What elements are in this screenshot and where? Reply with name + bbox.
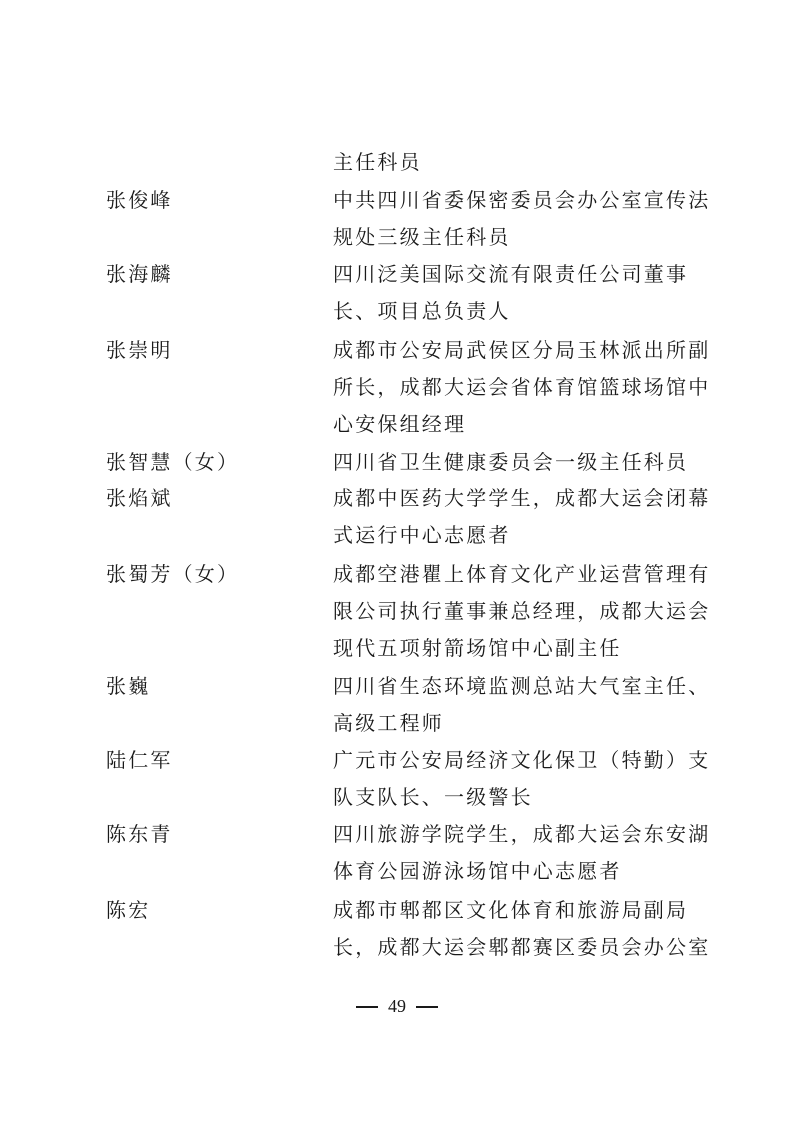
right-dash: [416, 1006, 438, 1008]
person-name: 张蜀芳（女）: [106, 562, 240, 586]
person-title-line: 四川省卫生健康委员会一级主任科员: [333, 450, 689, 474]
person-name: 陆仁军: [106, 748, 173, 772]
person-title-line: 体育公园游泳场馆中心志愿者: [333, 859, 622, 883]
page-footer: [0, 994, 794, 1018]
person-title-line: 高级工程师: [333, 711, 444, 735]
person-title-line: 式运行中心志愿者: [333, 523, 511, 547]
person-title-line: 长，成都大运会郫都赛区委员会办公室: [333, 935, 711, 959]
person-name: 张焰斌: [106, 486, 173, 510]
person-name: 张海麟: [106, 262, 173, 286]
person-title-line: 规处三级主任科员: [333, 225, 511, 249]
person-name: 张巍: [106, 674, 151, 698]
person-name: 张崇明: [106, 338, 173, 362]
left-dash: [356, 1006, 378, 1008]
person-title-line: 限公司执行董事兼总经理，成都大运会: [333, 599, 711, 623]
person-title-line: 广元市公安局经济文化保卫（特勤）支: [333, 748, 711, 772]
continuation-text: 主任科员: [333, 150, 422, 174]
person-title-line: 成都市公安局武侯区分局玉林派出所副: [333, 338, 711, 362]
person-title-line: 中共四川省委保密委员会办公室宣传法: [333, 188, 711, 212]
person-title-line: 成都中医药大学学生，成都大运会闭幕: [333, 486, 711, 510]
person-name: 张智慧（女）: [106, 450, 240, 474]
person-name: 陈宏: [106, 898, 151, 922]
person-title-line: 所长，成都大运会省体育馆篮球场馆中: [333, 375, 711, 399]
person-title-line: 现代五项射箭场馆中心副主任: [333, 636, 622, 660]
person-title-line: 成都空港瞿上体育文化产业运营管理有: [333, 562, 711, 586]
person-title-line: 成都市郫都区文化体育和旅游局副局: [333, 898, 689, 922]
person-title-line: 队支队长、一级警长: [333, 785, 533, 809]
person-name: 陈东青: [106, 822, 173, 846]
person-title-line: 四川省生态环境监测总站大气室主任、: [333, 674, 711, 698]
person-title-line: 长、项目总负责人: [333, 299, 511, 323]
person-name: 张俊峰: [106, 188, 173, 212]
person-title-line: 四川旅游学院学生，成都大运会东安湖: [333, 822, 711, 846]
person-title-line: 心安保组经理: [333, 412, 467, 436]
person-title-line: 四川泛美国际交流有限责任公司董事: [333, 262, 689, 286]
page-number: 49: [388, 996, 406, 1016]
